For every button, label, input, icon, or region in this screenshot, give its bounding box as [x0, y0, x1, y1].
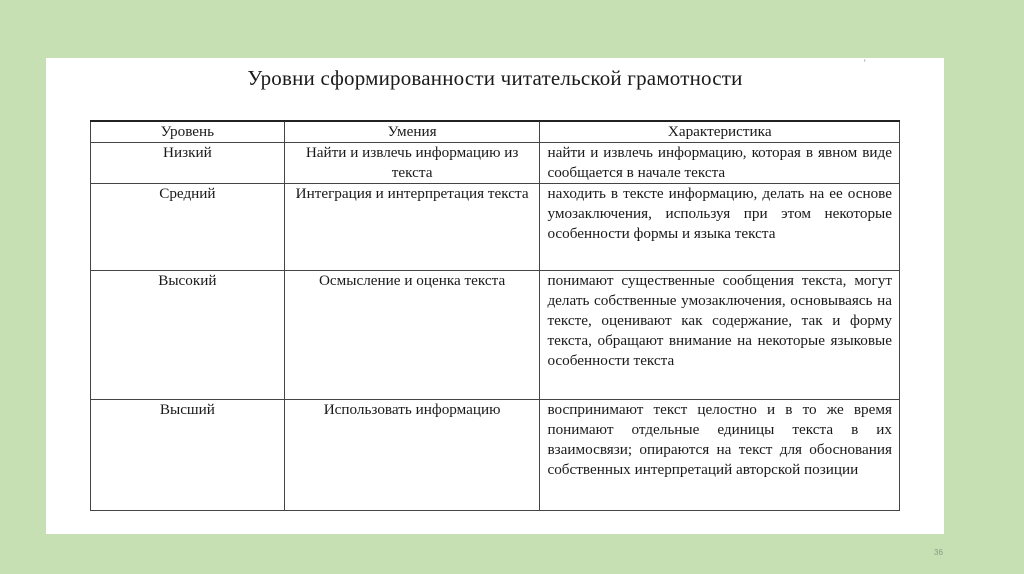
level-cell: Высокий [91, 271, 285, 400]
level-cell: Высший [91, 400, 285, 511]
skill-cell: Найти и извлечь информацию из текста [284, 143, 540, 184]
corner-mark: ' [864, 58, 866, 68]
table-row [91, 143, 900, 184]
document-title: Уровни сформированности читательской грамотности [247, 66, 743, 90]
header-characteristic: Характеристика [540, 121, 900, 143]
table-header-row [91, 121, 900, 143]
description-cell: находить в тексте информацию, делать на ее основе умозаключения, используя при этом некоторые особенности формы и языка текста [540, 184, 900, 271]
description-cell: понимают существенные сообщения текста, могут делать собственные умозаключения, основываясь на тексте, оценивают как содержание, так и форму текста, обращают внимание на некоторые языковые особенности текста [540, 271, 900, 400]
header-skills: Умения [284, 121, 540, 143]
skill-cell: Использовать информацию [284, 400, 540, 511]
reading-literacy-levels-table [90, 120, 900, 511]
page-number: 36 [934, 548, 943, 557]
description-cell: найти и извлечь информацию, которая в явном виде сообщается в начале текста [540, 143, 900, 184]
level-cell: Низкий [91, 143, 285, 184]
document-sheet [46, 58, 944, 534]
description-cell: воспринимают текст целостно и в то же время понимают отдельные единицы текста в их взаимосвязи; опираются на текст для обоснования собственных интерпретаций авторской позиции [540, 400, 900, 511]
skill-cell: Интеграция и интерпретация текста [284, 184, 540, 271]
skill-cell: Осмысление и оценка текста [284, 271, 540, 400]
table-row [91, 184, 900, 271]
level-cell: Средний [91, 184, 285, 271]
table-row [91, 271, 900, 400]
header-level: Уровень [91, 121, 285, 143]
table-row [91, 400, 900, 511]
